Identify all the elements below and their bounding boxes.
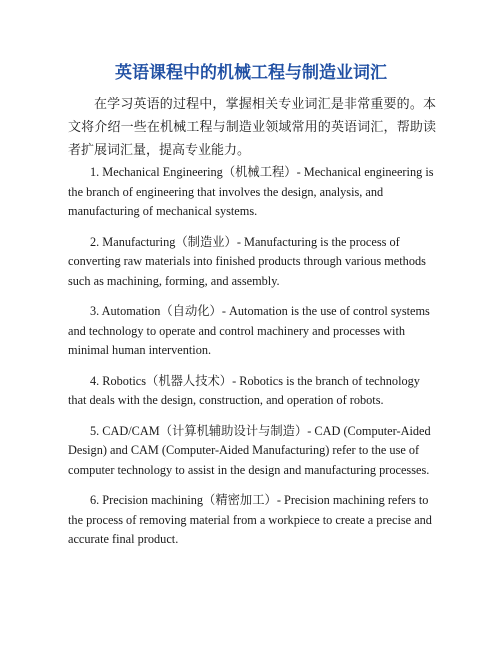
term-manufacturing: 2. Manufacturing（制造业）- Manufacturing is the process of converting raw materials into finished products through various methods such as machining, forming, and assembly. bbox=[68, 234, 426, 288]
term-list bbox=[68, 163, 438, 550]
intro-paragraph: 在学习英语的过程中，掌握相关专业词汇是非常重要的。本文将介绍一些在机械工程与制造业领域常用的英语词汇，帮助读者扩展词汇量，提高专业能力。 bbox=[68, 96, 436, 157]
term-cad-cam: 5. CAD/CAM（计算机辅助设计与制造）- CAD (Computer-Aided Design) and CAM (Computer-Aided Manufacturing) refer to the use of computer technology to assist in the design and manufacturing processes. bbox=[68, 423, 431, 477]
term-precision-machining: 6. Precision machining（精密加工）- Precision machining refers to the process of removing material from a workpiece to create a precise and accurate final product. bbox=[68, 493, 432, 546]
term-robotics: 4. Robotics（机器人技术）- Robotics is the branch of technology that deals with the design, construction, and operation of robots. bbox=[68, 373, 420, 407]
term-mechanical-engineering: 1. Mechanical Engineering（机械工程）- Mechanical engineering is the branch of engineering that involves the design, analysis, and manufacturing of mechanical systems. bbox=[68, 165, 434, 218]
term-automation: 3. Automation（自动化）- Automation is the use of control systems and technology to operate and control machinery and processes with minimal human intervention. bbox=[68, 304, 430, 357]
document-title: 英语课程中的机械工程与制造业词汇 bbox=[115, 63, 387, 83]
